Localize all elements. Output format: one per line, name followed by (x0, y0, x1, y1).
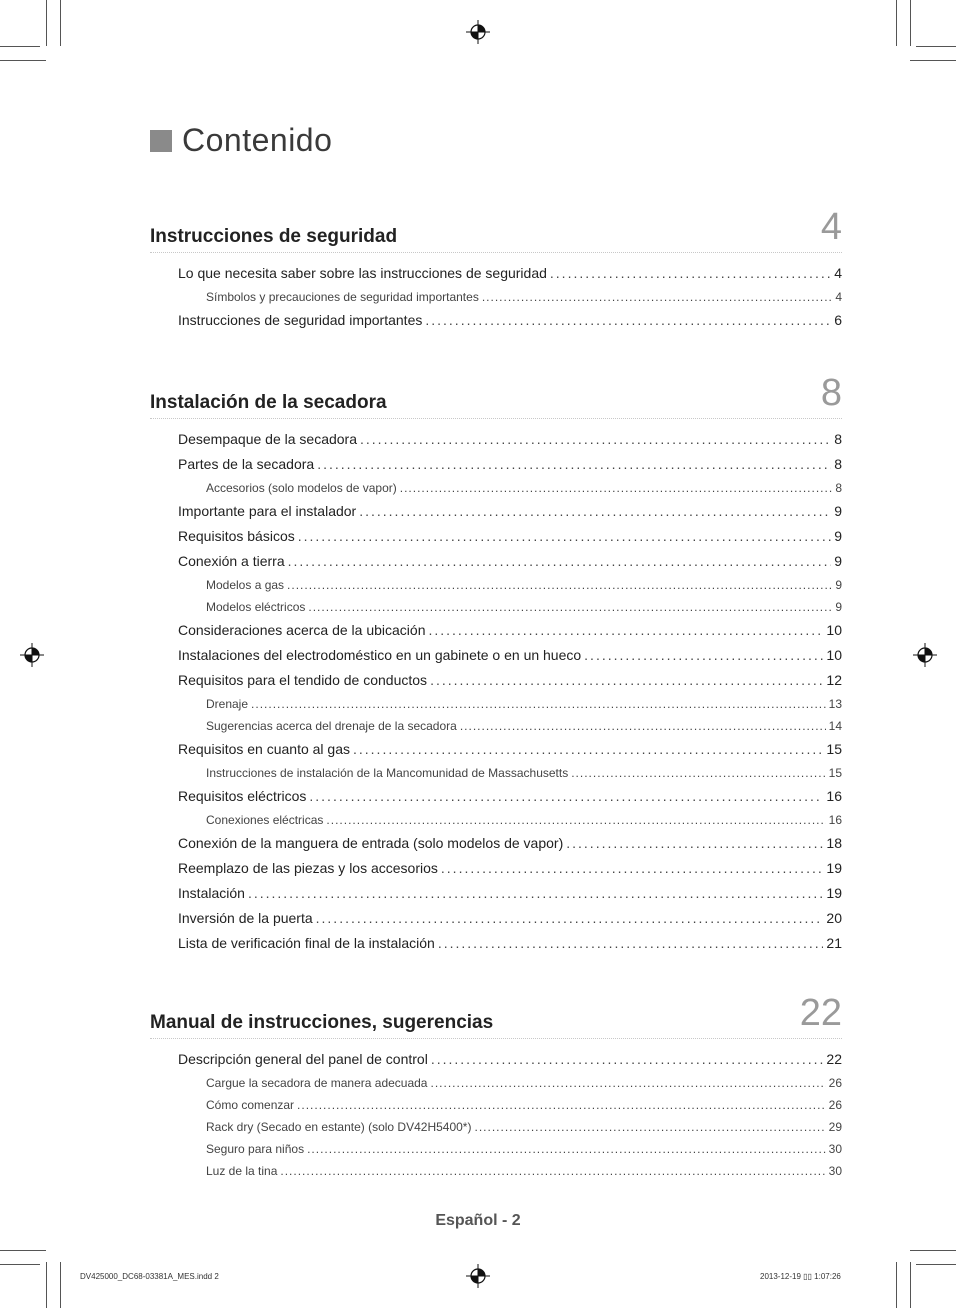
toc-subentry (150, 574, 842, 596)
toc-entry (150, 549, 842, 574)
toc-entry-label: Conexión a tierra (178, 553, 285, 569)
toc-entry-label: Modelos eléctricos (206, 600, 306, 614)
toc-entry (150, 784, 842, 809)
toc-entry-page: 9 (834, 503, 842, 519)
toc-leader-dots (317, 452, 831, 477)
toc-leader-dots (430, 668, 823, 693)
toc-subentry (150, 477, 842, 499)
toc-leader-dots (353, 737, 823, 762)
toc-entry-page: 19 (826, 885, 842, 901)
toc-entry-page: 14 (828, 719, 842, 733)
toc-section (150, 994, 842, 1182)
toc-entry-page: 8 (834, 431, 842, 447)
toc-entry-label: Importante para el instalador (178, 503, 357, 519)
section-header (150, 374, 842, 419)
toc-entry-page: 4 (834, 265, 842, 281)
toc-entry-label: Reemplazo de las piezas y los accesorios (178, 860, 438, 876)
toc-entry-page: 19 (826, 860, 842, 876)
toc-entry (150, 881, 842, 906)
registration-mark-icon (466, 1264, 490, 1288)
toc-entry-label: Rack dry (Secado en estante) (solo DV42H5400*) (206, 1120, 472, 1134)
toc-entry-page: 16 (826, 788, 842, 804)
toc-entry-label: Sugerencias acerca del drenaje de la secadora (206, 719, 457, 733)
toc-entry-label: Requisitos en cuanto al gas (178, 741, 350, 757)
crop-mark (0, 46, 40, 47)
toc-entry-page: 9 (834, 528, 842, 544)
crop-mark (916, 1264, 956, 1265)
crop-mark (60, 1262, 61, 1308)
toc-entry-page: 10 (826, 622, 842, 638)
section-title: Manual de instrucciones, sugerencias (150, 1012, 494, 1033)
toc-leader-dots (460, 715, 826, 737)
toc-entry-page: 9 (835, 578, 842, 592)
toc-entry-page: 6 (834, 312, 842, 328)
toc-leader-dots (309, 784, 823, 809)
toc-subentry (150, 693, 842, 715)
toc-leader-dots (425, 308, 831, 333)
toc-subentry (150, 286, 842, 308)
toc-section (150, 374, 842, 956)
toc-entry-page: 30 (828, 1164, 842, 1178)
registration-mark-icon (913, 643, 937, 667)
toc-entry-page: 13 (828, 697, 842, 711)
crop-mark (0, 1264, 40, 1265)
crop-mark (0, 1250, 46, 1251)
toc-entry-page: 29 (828, 1120, 842, 1134)
toc-leader-dots (248, 881, 823, 906)
toc-entry (150, 856, 842, 881)
toc-entry-label: Accesorios (solo modelos de vapor) (206, 481, 397, 495)
crop-mark (46, 1262, 47, 1308)
crop-mark (916, 46, 956, 47)
toc-entry-label: Seguro para niños (206, 1142, 305, 1156)
toc-entry-label: Modelos a gas (206, 578, 285, 592)
page-title: Contenido (182, 122, 333, 158)
toc-entry-label: Conexión de la manguera de entrada (solo modelos de vapor) (178, 835, 564, 851)
crop-mark (896, 0, 897, 46)
section-header (150, 994, 842, 1039)
toc-entry-label: Requisitos básicos (178, 528, 295, 544)
toc-entry-label: Inversión de la puerta (178, 910, 313, 926)
toc-entry-label: Desempaque de la secadora (178, 431, 358, 447)
section-page-number: 4 (820, 206, 842, 248)
toc-subentry (150, 809, 842, 831)
crop-mark (910, 1262, 911, 1308)
toc-leader-dots (431, 1047, 824, 1072)
toc-leader-dots (298, 524, 831, 549)
toc-entry-label: Símbolos y precauciones de seguridad importantes (206, 290, 479, 304)
toc-entry (150, 499, 842, 524)
toc-leader-dots (308, 596, 832, 618)
toc-subentry (150, 1160, 842, 1182)
toc-leader-dots (482, 286, 832, 308)
toc-leader-dots (438, 931, 824, 956)
toc-leader-dots (566, 831, 823, 856)
toc-leader-dots (360, 427, 831, 452)
toc-subentry (150, 1094, 842, 1116)
toc-entry-label: Conexiones eléctricas (206, 813, 324, 827)
toc-entry-page: 12 (826, 672, 842, 688)
toc-entry-label: Partes de la secadora (178, 456, 315, 472)
toc-entry-page: 4 (835, 290, 842, 304)
toc-entry-page: 15 (828, 766, 842, 780)
toc-entry-page: 15 (826, 741, 842, 757)
toc-leader-dots (297, 1094, 826, 1116)
toc-entry-page: 30 (828, 1142, 842, 1156)
section-title: Instrucciones de seguridad (150, 226, 398, 247)
toc-entry (150, 737, 842, 762)
toc-entry-label: Lo que necesita saber sobre las instrucciones de seguridad (178, 265, 547, 281)
toc-entry-page: 20 (826, 910, 842, 926)
toc-entry (150, 427, 842, 452)
toc-entry-label: Lista de verificación final de la instalación (178, 935, 435, 951)
toc-entry-label: Requisitos para el tendido de conductos (178, 672, 428, 688)
footer-page-label: Español - 2 (435, 1212, 521, 1229)
file-slug: DV425000_DC68-03381A_MES.indd 2 (80, 1272, 219, 1281)
toc-subentry (150, 1072, 842, 1094)
crop-mark (0, 60, 46, 61)
toc-leader-dots (474, 1116, 825, 1138)
toc-leader-dots (287, 574, 832, 596)
toc-leader-dots (584, 643, 823, 668)
toc-entry-page: 9 (834, 553, 842, 569)
crop-mark (910, 1250, 956, 1251)
toc-entry-label: Requisitos eléctricos (178, 788, 307, 804)
toc-leader-dots (400, 477, 833, 499)
section-header (150, 208, 842, 253)
toc-entry-page: 26 (828, 1098, 842, 1112)
toc-entry-page: 16 (828, 813, 842, 827)
date-slug: 2013-12-19 ▯▯ 1:07:26 (760, 1272, 841, 1281)
toc-leader-dots (307, 1138, 826, 1160)
page-title-block (150, 122, 332, 159)
toc-subentry (150, 715, 842, 737)
toc-entry (150, 831, 842, 856)
toc-entry-label: Drenaje (206, 697, 249, 711)
toc-entry-label: Cargue la secadora de manera adecuada (206, 1076, 428, 1090)
toc-entry (150, 1047, 842, 1072)
crop-mark (896, 1262, 897, 1308)
registration-mark-icon (20, 643, 44, 667)
toc-leader-dots (428, 618, 823, 643)
toc-leader-dots (571, 762, 825, 784)
toc-entry-list (150, 419, 842, 956)
toc-leader-dots (359, 499, 831, 524)
toc-subentry (150, 596, 842, 618)
registration-mark-icon (466, 20, 490, 44)
toc-entry-page: 9 (835, 600, 842, 614)
crop-mark (910, 60, 956, 61)
toc-entry (150, 931, 842, 956)
toc-entry (150, 643, 842, 668)
toc-entry-page: 22 (826, 1051, 842, 1067)
crop-mark (60, 0, 61, 46)
toc-section (150, 208, 842, 333)
section-page-number: 8 (820, 372, 842, 414)
toc-leader-dots (251, 693, 826, 715)
toc-entry (150, 524, 842, 549)
toc-entry-label: Descripción general del panel de control (178, 1051, 428, 1067)
toc-leader-dots (280, 1160, 825, 1182)
toc-entry-page: 10 (826, 647, 842, 663)
toc-entry (150, 308, 842, 333)
toc-entry-page: 8 (835, 481, 842, 495)
toc-subentry (150, 1138, 842, 1160)
toc-leader-dots (326, 809, 825, 831)
toc-entry (150, 452, 842, 477)
toc-leader-dots (430, 1072, 825, 1094)
section-page-number: 22 (799, 992, 842, 1034)
toc-entry-page: 26 (828, 1076, 842, 1090)
toc-entry-label: Consideraciones acerca de la ubicación (178, 622, 426, 638)
toc-entry-label: Instrucciones de instalación de la Mancomunidad de Massachusetts (206, 766, 569, 780)
toc-entry-label: Instalaciones del electrodoméstico en un gabinete o en un hueco (178, 647, 582, 663)
toc-leader-dots (550, 261, 831, 286)
toc-entry-label: Cómo comenzar (206, 1098, 295, 1112)
title-square-icon (150, 130, 172, 152)
toc-entry-label: Instalación (178, 885, 245, 901)
toc-leader-dots (288, 549, 832, 574)
toc-entry-page: 8 (834, 456, 842, 472)
crop-mark (910, 0, 911, 46)
toc-entry-list (150, 1039, 842, 1182)
toc-subentry (150, 762, 842, 784)
toc-leader-dots (316, 906, 824, 931)
toc-entry (150, 906, 842, 931)
toc-entry (150, 261, 842, 286)
section-title: Instalación de la secadora (150, 392, 387, 413)
toc-subentry (150, 1116, 842, 1138)
toc-entry-page: 18 (826, 835, 842, 851)
toc-entry-page: 21 (826, 935, 842, 951)
toc-entry-list (150, 253, 842, 333)
toc-entry-label: Luz de la tina (206, 1164, 278, 1178)
crop-mark (46, 0, 47, 46)
toc-entry (150, 618, 842, 643)
toc-entry-label: Instrucciones de seguridad importantes (178, 312, 423, 328)
toc-leader-dots (441, 856, 824, 881)
toc-entry (150, 668, 842, 693)
